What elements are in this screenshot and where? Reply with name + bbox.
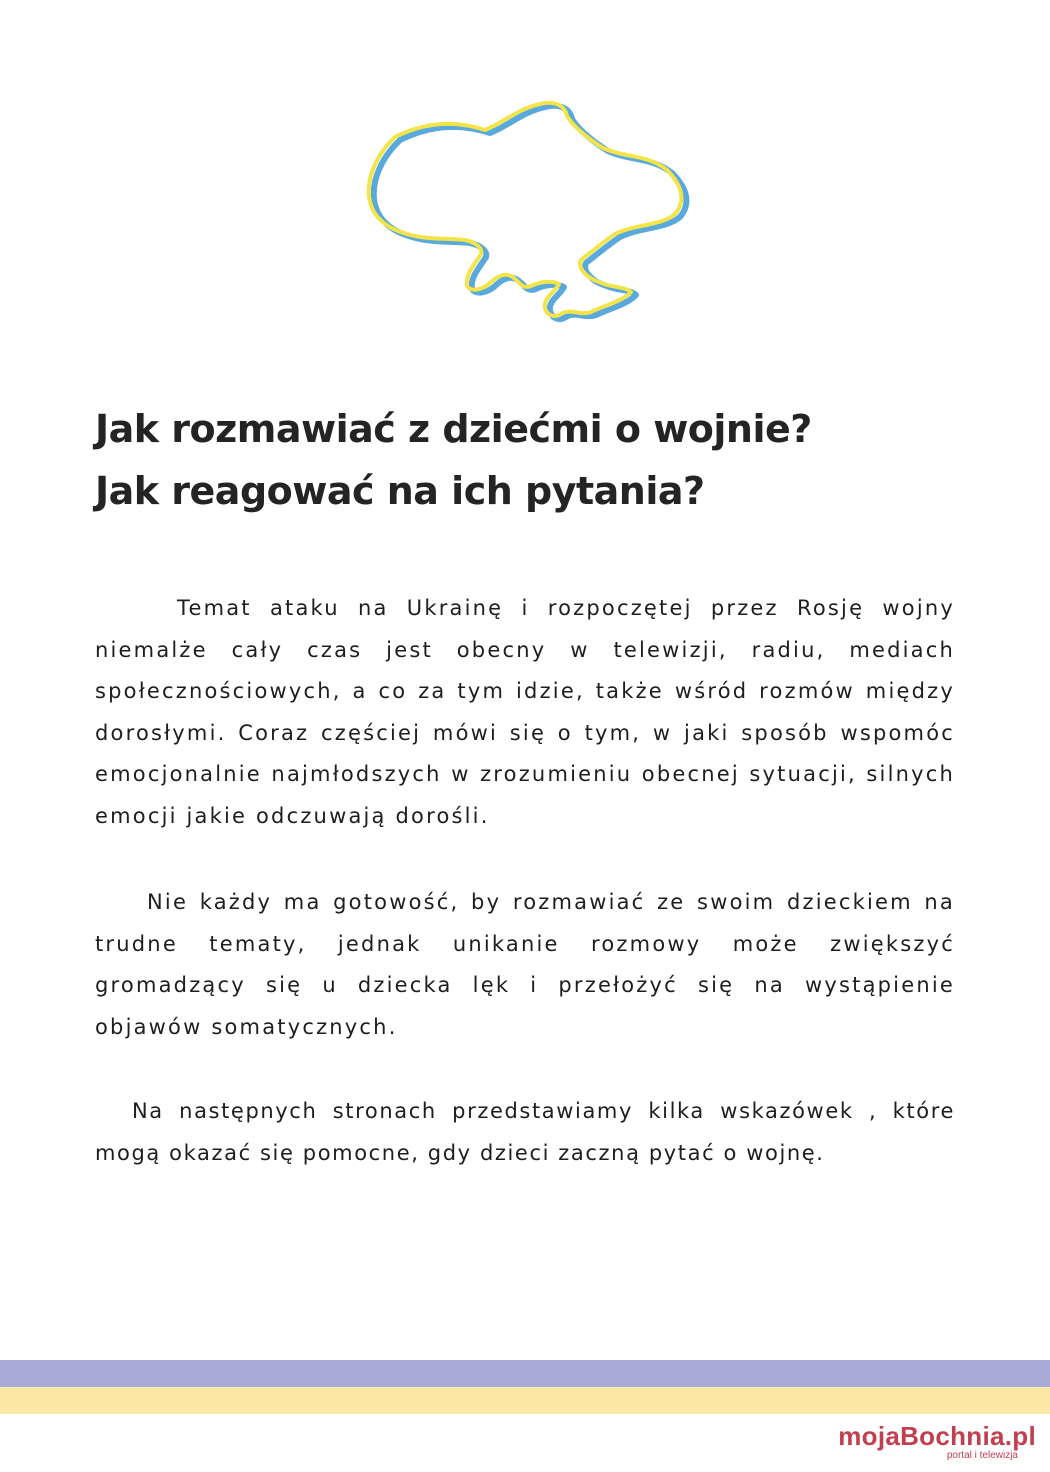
footer-stripe-yellow xyxy=(0,1387,1050,1414)
page-title xyxy=(95,398,975,522)
title-line-2: Jak reagować na ich pytania? xyxy=(95,469,705,513)
ukraine-map-icon xyxy=(360,95,700,330)
brand-watermark xyxy=(838,1422,1036,1461)
paragraph-intro: Temat ataku na Ukrainę i rozpoczętej przez Rosję wojny niemalże cały czas jest obecny w telewizji, radiu, mediach społecznościowych, a co za tym idzie, także wśród rozmów między dorosłymi. Coraz częściej mówi się o tym, w jaki sposób wspomóc emocjonalnie najmłodszych w zrozumieniu obecnej sytuacji, silnych emocji jakie odczuwają dorośli. xyxy=(95,596,955,828)
footer-stripe-blue xyxy=(0,1360,1050,1387)
paragraph-next-pages: Na następnych stronach przedstawiamy kilka wskazówek , które mogą okazać się pomocne, gdy dzieci zaczną pytać o wojnę. xyxy=(95,1099,955,1165)
title-line-1: Jak rozmawiać z dziećmi o wojnie? xyxy=(95,407,812,451)
brand-tagline: portal i telewizja xyxy=(946,1450,1018,1461)
paragraph-readiness: Nie każdy ma gotowość, by rozmawiać ze swoim dzieckiem na trudne tematy, jednak unikanie rozmowy może zwiększyć gromadzący się u dziecka lęk i przełożyć się na wystąpienie objawów somatycznych. xyxy=(95,890,955,1039)
brand-name: mojaBochnia.pl xyxy=(838,1421,1036,1451)
